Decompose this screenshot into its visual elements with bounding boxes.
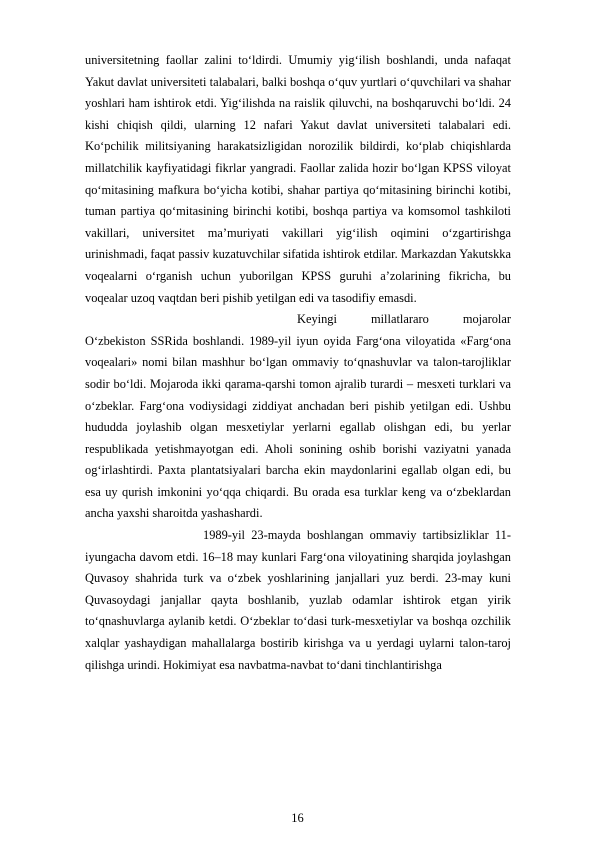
paragraph-1: universitetning faollar zalini to‘ldirdi. Umumiy yig‘ilish boshlandi, unda nafaqat Yakut davlat universiteti talabalari, balki boshqa o‘quv yurtlari o‘quvchilari va shahar yoshlari ham ishtirok etdi. Yig‘ilishda na raislik qiluvchi, na boshqaruvchi bo‘ldi. 24 kishi chiqish qildi, ularning 12 nafari Yakut davlat universiteti talabalari edi. Ko‘pchilik militsiyaning harakatsizligidan norozilik bildirdi, ko‘plab chiqishlarda millatchilik kayfiyatidagi fikrlar yangradi. Faollar zalida hozir bo‘lgan KPSS viloyat qo‘mitasining mafkura bo‘yicha kotibi, shahar partiya qo‘mitasining birinchi kotibi, tuman partiya qo‘mitasining birinchi kotibi, boshqa partiya va komsomol tashkiloti vakillari, universitet ma’muriyati vakillari yig‘ilish oqimini o‘zgartirishga urinishmadi, faqat passiv kuzatuvchilar sifatida ishtirok etdilar. Markazdan Yakutskka voqealarni o‘rganish uchun yuborilgan KPSS guruhi a’zolarining fikricha, bu voqealar uzoq vaqtdan beri pishib yetilgan edi va tasodifiy emasdi. bbox=[85, 53, 511, 305]
page-number: 16 bbox=[291, 811, 304, 825]
paragraph-2: Keyingi millatlararo mojarolar O‘zbekiston SSRida boshlandi. 1989-yil iyun oyida Farg‘ona viloyatida «Farg‘ona voqealari» nomi bilan mashhur bo‘lgan ommaviy to‘qnashuvlar va talon-tarojliklar sodir bo‘ldi. Mojaroda ikki qarama-qarshi tomon ajralib turardi – mesxeti turklari va o‘zbeklar. Farg‘ona vodiysidagi ziddiyat anchadan beri pishib yetilgan edi. Ushbu hududda joylashib olgan mesxetiylar yerlarni egallab olishgan edi, bu yerlar respublikada yetishmayotgan edi. Aholi sonining oshib borishi vaziyatni yanada og‘irlashtirdi. Paxta plantatsiyalari barcha ekin maydonlarini egallab olgan edi, bu esa uy qurish imkonini yo‘qqa chiqardi. Bu orada esa turklar keng va o‘zbeklardan ancha yaxshi sharoitda yashashardi. bbox=[85, 312, 511, 521]
paragraph-3: 1989-yil 23-mayda boshlangan ommaviy tartibsizliklar 11-iyungacha davom etdi. 16–18 may kunlari Farg‘ona viloyatining sharqida joylashgan Quvasoy shahrida turk va o‘zbek yoshlarining janjallari yuz berdi. 23-may kuni Quvasoydagi janjallar qayta boshlanib, yuzlab odamlar ishtirok etgan yirik to‘qnashuvlarga aylanib ketdi. O‘zbeklar to‘dasi turk-mesxetiylar va boshqa ozchilik xalqlar yashaydigan mahallalarga bostirib kirishga va u yerdagi uylarni talon-taroj qilishga urindi. Hokimiyat esa navbatma-navbat to‘dani tinchlantirishga bbox=[85, 528, 511, 672]
body-text bbox=[85, 50, 511, 676]
